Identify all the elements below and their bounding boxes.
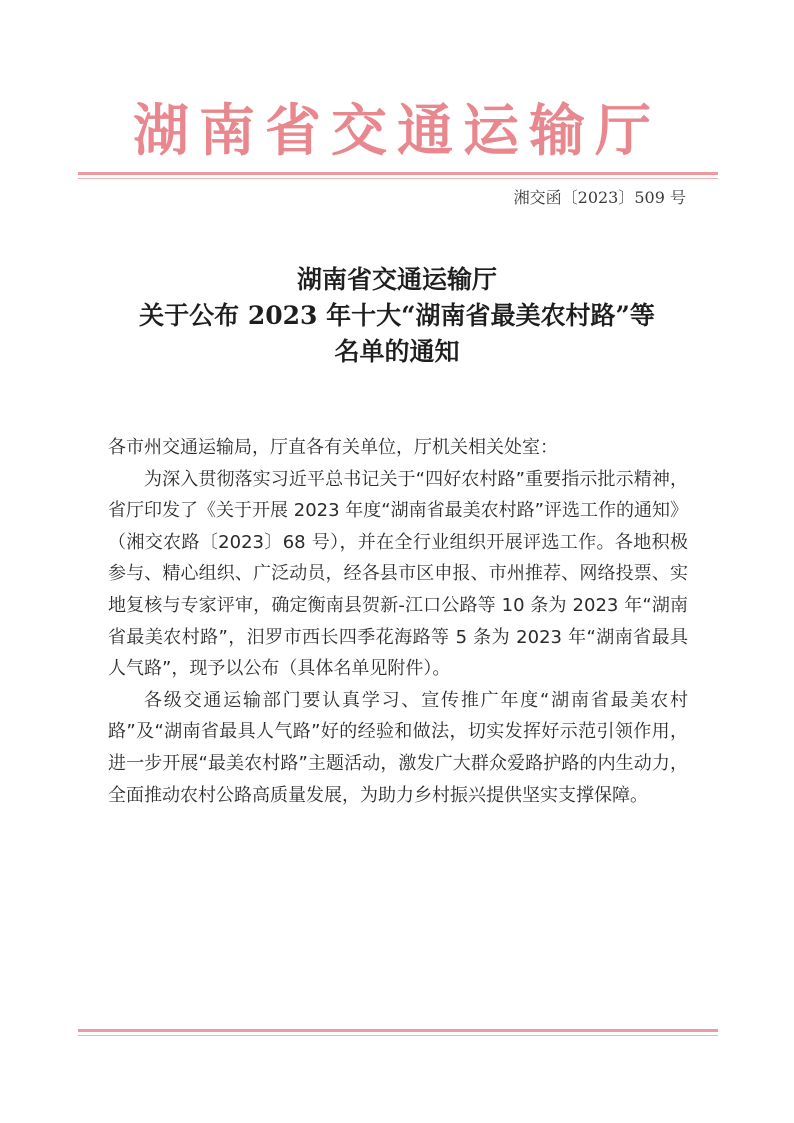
- document-title: [0, 262, 794, 370]
- footer-divider-thick: [78, 1029, 718, 1032]
- title-line-2: 关于公布 2023 年十大“湖南省最美农村路”等: [139, 301, 655, 330]
- salutation: 各市州交通运输局，厅直各有关单位，厅机关相关处室：: [108, 437, 558, 458]
- title-line-1: 湖南省交通运输厅: [296, 265, 497, 294]
- body-paragraph-1: 为深入贯彻落实习近平总书记关于“四好农村路”重要指示批示精神，省厅印发了《关于开展 2023 年度“湖南省最美农村路”评选工作的通知》（湘交农路〔2023〕68 号），并在全行业组织开展评选工作。各地积极参与、精心组织、广泛动员，经各县市区申报、市州推荐、网络投票、实地复核与专家评审，确定衡南县贺新-江口公路等 10 条为 2023 年“湖南省最美农村路”，汨罗市西长四季花海路等 5 条为 2023 年“湖南省最具人气路”，现予以公布（具体名单见附件）。: [108, 468, 688, 680]
- title-line-3: 名单的通知: [334, 337, 460, 366]
- masthead-title: 湖南省交通运输厅: [133, 98, 661, 164]
- footer-divider-thin: [78, 1035, 718, 1036]
- document-number: 湘交函〔2023〕509 号: [513, 188, 686, 207]
- header-divider-thick: [78, 172, 718, 175]
- header-divider-thin: [78, 178, 718, 179]
- body-paragraph-2: 各级交通运输部门要认真学习、宣传推广年度“湖南省最美农村路”及“湖南省最具人气路”好的经验和做法，切实发挥好示范引领作用，进一步开展“最美农村路”主题活动，激发广大群众爱路护路的内生动力，全面推动农村公路高质量发展，为助力乡村振兴提供坚实支撑保障。: [108, 689, 688, 806]
- document-body: [108, 432, 688, 811]
